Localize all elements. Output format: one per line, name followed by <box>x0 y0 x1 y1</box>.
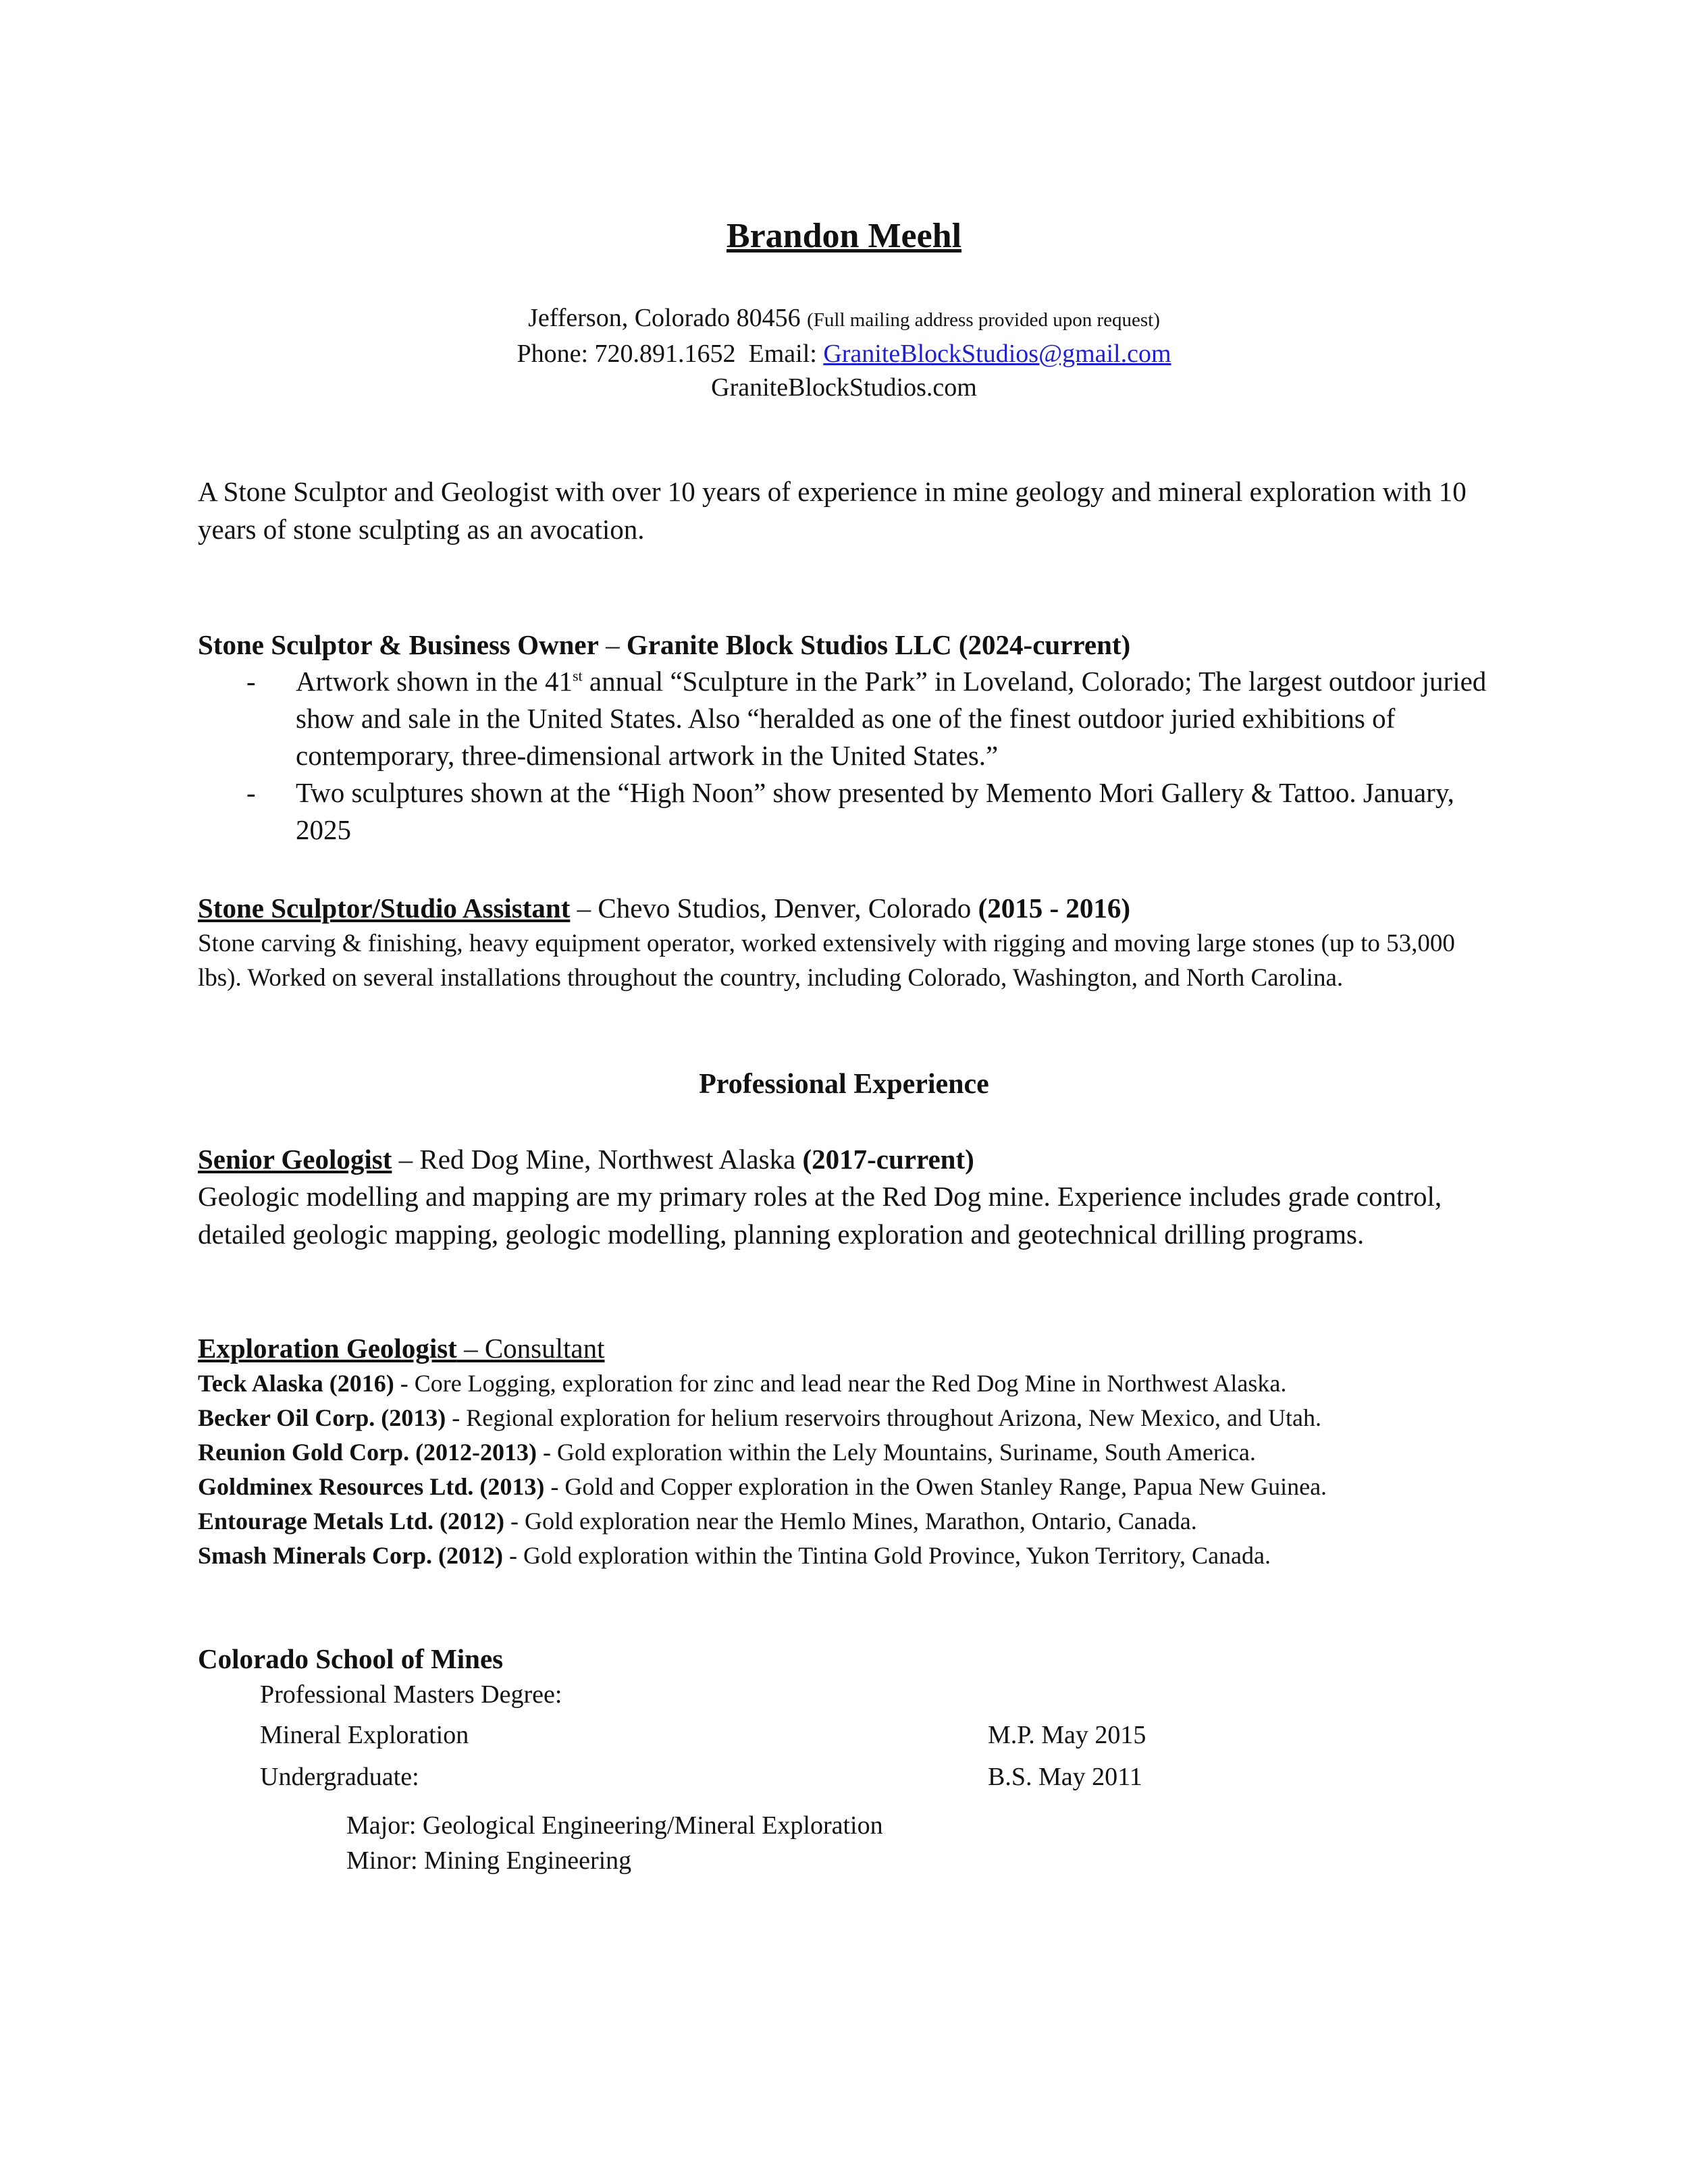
summary: A Stone Sculptor and Geologist with over 10 years of experience in mine geology and mineral exploration with 10 years of stone sculpting as an avocation. <box>198 476 1467 545</box>
consult-desc: - Gold exploration near the Hemlo Mines, Marathon, Ontario, Canada. <box>504 1508 1197 1535</box>
contact-block <box>0 301 1688 404</box>
email-link[interactable]: GraniteBlockStudios@gmail.com <box>823 340 1171 368</box>
education-section <box>198 1641 1501 1878</box>
granite-bullets <box>198 663 1501 849</box>
senior-heading <box>198 1141 1501 1177</box>
exploration-section <box>198 1330 1501 1573</box>
chevo-title: Stone Sculptor/Studio Assistant <box>198 893 571 924</box>
email-label: Email: <box>748 340 817 368</box>
chevo-dates: (2015 - 2016) <box>978 893 1131 924</box>
consult-desc: - Gold and Copper exploration in the Owen Stanley Range, Papua New Guinea. <box>544 1473 1327 1500</box>
location-line <box>0 301 1688 337</box>
chevo-description: Stone carving & finishing, heavy equipment operator, worked extensively with rigging and moving large stones (up to 53,000 lbs). Worked on several installations throughout the country, including Colorado, Washington, and North Carolina. <box>198 930 1455 992</box>
granite-sep: – <box>598 629 627 660</box>
consult-org: Goldminex Resources Ltd. (2013) <box>198 1473 545 1500</box>
granite-heading <box>198 627 1501 663</box>
chevo-heading <box>198 890 1501 926</box>
bullet-marker: - <box>246 666 256 697</box>
list-item <box>198 1401 1501 1435</box>
consult-desc: - Core Logging, exploration for zinc and lead near the Red Dog Mine in Northwest Alaska. <box>394 1370 1287 1397</box>
bullet-text: Two sculptures shown at the “High Noon” show presented by Memento Mori Gallery & Tattoo. January, 2025 <box>296 777 1454 845</box>
pm-date: M.P. May 2015 <box>988 1721 1146 1749</box>
pm-field: Mineral Exploration <box>260 1721 469 1749</box>
pm-label: Professional Masters Degree: <box>260 1680 562 1709</box>
phone-label: Phone: <box>517 340 589 368</box>
address-note: (Full mailing address provided upon request) <box>807 309 1160 331</box>
edu-row-minor <box>198 1843 1501 1878</box>
section-heading-professional: Professional Experience <box>699 1069 989 1100</box>
consult-org: Becker Oil Corp. (2013) <box>198 1404 446 1431</box>
edu-row-pm-label <box>198 1677 1501 1712</box>
exploration-title: Exploration Geologist <box>198 1333 457 1364</box>
school-name: Colorado School of Mines <box>198 1643 504 1674</box>
chevo-place: – Chevo Studios, Denver, Colorado <box>570 893 978 924</box>
consult-desc: - Regional exploration for helium reservoirs throughout Arizona, New Mexico, and Utah. <box>446 1404 1321 1431</box>
senior-place: – Red Dog Mine, Northwest Alaska <box>392 1144 803 1175</box>
granite-block-section <box>198 627 1501 849</box>
ug-date: B.S. May 2011 <box>988 1763 1142 1791</box>
senior-geologist-section <box>198 1141 1501 1253</box>
list-item <box>198 774 1501 849</box>
senior-dates: (2017-current) <box>802 1144 974 1175</box>
exploration-heading <box>198 1330 1501 1366</box>
senior-title: Senior Geologist <box>198 1144 392 1175</box>
minor: Minor: Mining Engineering <box>346 1846 632 1875</box>
website: GraniteBlockStudios.com <box>711 373 977 402</box>
edu-row-ug <box>198 1759 1501 1794</box>
exploration-list <box>198 1366 1501 1573</box>
granite-title: Stone Sculptor & Business Owner <box>198 629 599 660</box>
granite-company: Granite Block Studios LLC (2024-current) <box>626 629 1131 660</box>
phone-number: 720.891.1652 <box>594 340 736 368</box>
ug-label: Undergraduate: <box>260 1763 419 1791</box>
consult-org: Teck Alaska (2016) <box>198 1370 394 1397</box>
edu-row-major <box>198 1808 1501 1843</box>
list-item <box>198 1539 1501 1573</box>
list-item <box>198 1366 1501 1401</box>
major: Major: Geological Engineering/Mineral Exploration <box>346 1811 883 1840</box>
consult-org: Reunion Gold Corp. (2012-2013) <box>198 1439 537 1466</box>
location: Jefferson, Colorado 80456 <box>528 304 801 332</box>
edu-row-pm-field <box>198 1717 1501 1753</box>
senior-description: Geologic modelling and mapping are my primary roles at the Red Dog mine. Experience includes grade control, detailed geologic mapping, geologic modelling, planning exploration and geotechnical drilling programs. <box>198 1181 1442 1250</box>
list-item <box>198 663 1501 774</box>
bullet-text: annual “Sculpture in the Park” in Loveland, Colorado; The largest outdoor juried show and sale in the United States. Also “heralded as one of the finest outdoor juried exhibitions of contemporary, three-dimensional artwork in the United States.” <box>296 666 1487 771</box>
phone-email-line <box>0 337 1688 371</box>
consult-org: Entourage Metals Ltd. (2012) <box>198 1508 504 1535</box>
chevo-section <box>198 890 1501 995</box>
consult-org: Smash Minerals Corp. (2012) <box>198 1542 503 1569</box>
list-item <box>198 1435 1501 1470</box>
list-item <box>198 1504 1501 1539</box>
bullet-marker: - <box>246 777 256 808</box>
candidate-name: Brandon Meehl <box>726 217 962 255</box>
exploration-suffix: – Consultant <box>456 1333 605 1364</box>
consult-desc: - Gold exploration within the Tintina Gold Province, Yukon Territory, Canada. <box>503 1542 1271 1569</box>
bullet-text: Artwork shown in the 41 <box>296 666 573 697</box>
list-item <box>198 1470 1501 1504</box>
ordinal-suffix: st <box>572 667 583 685</box>
consult-desc: - Gold exploration within the Lely Mountains, Suriname, South America. <box>537 1439 1256 1466</box>
